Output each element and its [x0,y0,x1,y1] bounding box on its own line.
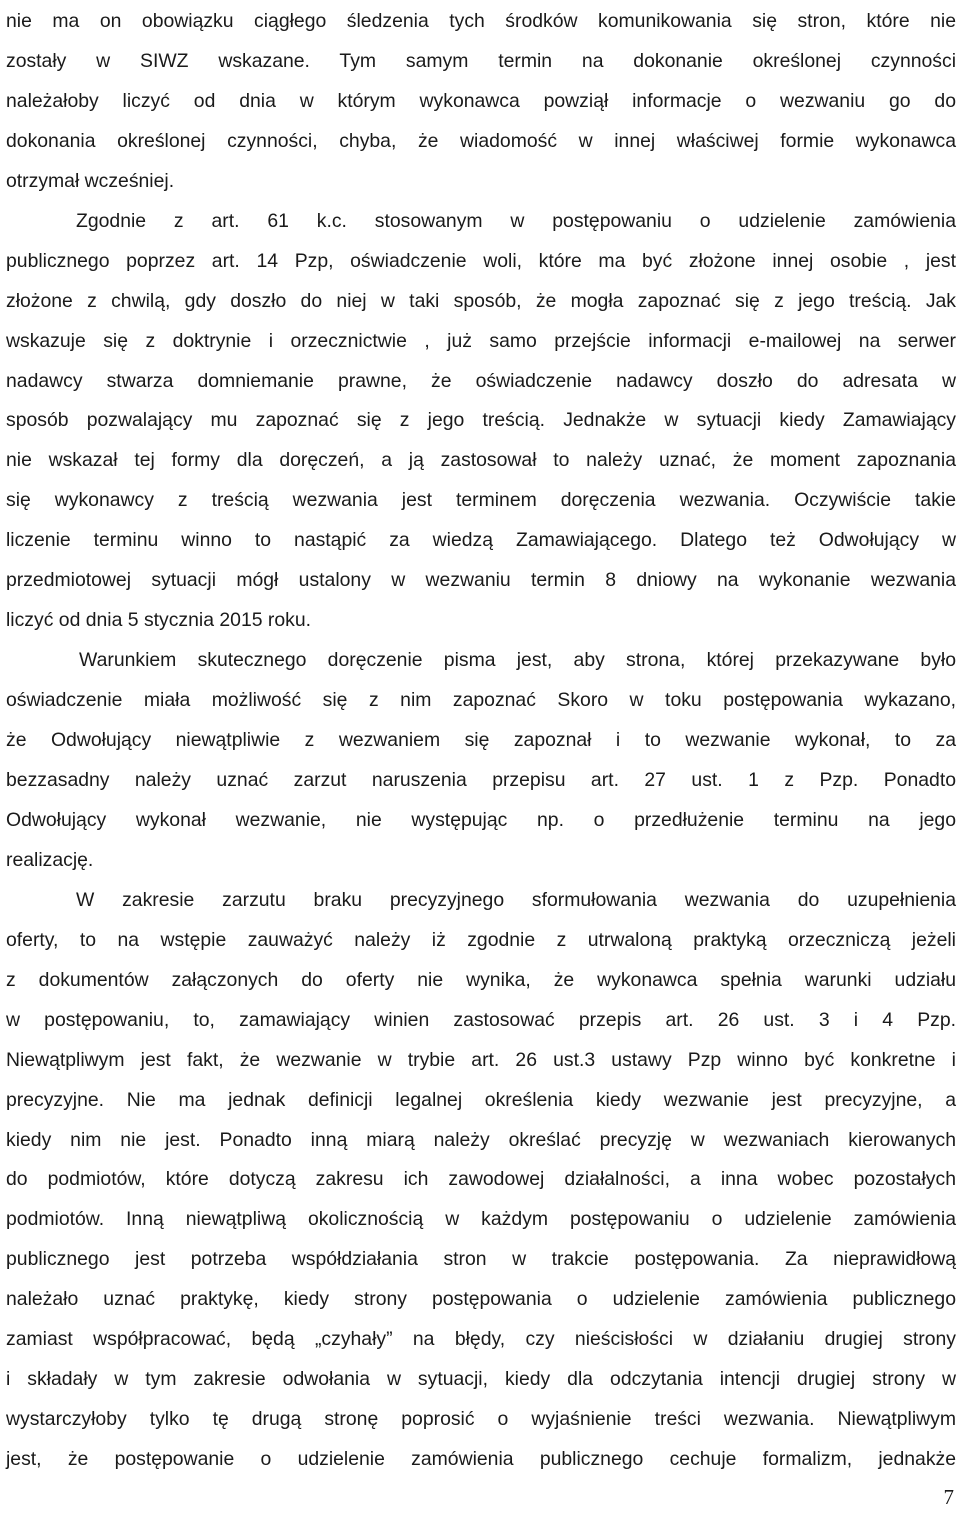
text-line: Niewątpliwym jest fakt, że wezwanie w trybie art. 26 ust.3 ustawy Pzp winno być konkretne i [6,1048,956,1071]
text-line: wskazuje się z doktrynie i orzecznictwie , już samo przejście informacji e-mailowej na serwer [6,329,956,352]
text-line: publicznego jest potrzeba współdziałania stron w trakcie postępowania. Za nieprawidłową [6,1248,956,1271]
text-line: oświadczenie miała możliwość się z nim zapoznać Skoro w toku postępowania wykazano, [6,689,956,712]
text-line: Warunkiem skutecznego doręczenie pisma jest, aby strona, której przekazywane było [79,649,956,672]
text-line: podmiotów. Inną niewątpliwą okolicznością w każdym postępowaniu o udzielenie zamówienia [6,1208,956,1231]
text-line: i składały w tym zakresie odwołania w sytuacji, kiedy dla odczytania intencji drugiej strony w [6,1368,956,1391]
text-line: publicznego poprzez art. 14 Pzp, oświadczenie woli, które ma być złożone innej osobie , jest [6,249,956,272]
text-line: wystarczyłoby tylko tę drugą stronę poprosić o wyjaśnienie treści wezwania. Niewątpliwym [6,1408,956,1431]
text-line: nie wskazał tej formy dla doręczeń, a ją zastosował to należy uznać, że moment zapoznania [6,449,956,472]
text-line: realizację. [6,848,94,871]
text-line: do podmiotów, które dotyczą zakresu ich zawodowej działalności, a inna wobec pozostałych [6,1168,956,1191]
text-line: otrzymał wcześniej. [6,169,175,192]
text-line: z dokumentów załączonych do oferty nie wynika, że wykonawca spełnia warunki udziału [6,968,956,991]
page-number: 7 [943,1485,954,1509]
text-line: nadawcy stwarza domniemanie prawne, że oświadczenie nadawcy doszło do adresata w [6,369,956,392]
text-line: się wykonawcy z treścią wezwania jest terminem doręczenia wezwania. Oczywiście takie [6,489,956,512]
text-line: kiedy nim nie jest. Ponadto inną miarą należy określać precyzję w wezwaniach kierowanych [6,1128,956,1151]
paragraph [6,881,956,1480]
text-line: w postępowaniu, to, zamawiający winien zastosować przepis art. 26 ust. 3 i 4 Pzp. [6,1008,956,1031]
paragraph [6,202,956,641]
text-line: przedmiotowej sytuacji mógł ustalony w wezwaniu termin 8 dniowy na wykonanie wezwania [6,569,956,592]
text-line: należało uznać praktykę, kiedy strony postępowania o udzielenie zamówienia publicznego [6,1288,956,1311]
paragraph [6,641,956,881]
text-line: nie ma on obowiązku ciągłego śledzenia tych środków komunikowania się stron, które nie [6,10,956,32]
text-line: zamiast współpracować, będą „czyhały” na błędy, czy nieścisłości w działaniu drugiej strony [6,1328,956,1351]
text-line: złożone z chwilą, gdy doszło do niej w taki sposób, że mogła zapoznać się z jego treścią. Jak [6,289,956,312]
text-line: zostały w SIWZ wskazane. Tym samym termin na dokonanie określonej czynności [6,49,956,72]
text-line: sposób pozwalający mu zapoznać się z jego treścią. Jednakże w sytuacji kiedy Zamawiający [6,409,956,432]
text-line: precyzyjne. Nie ma jednak definicji legalnej określenia kiedy wezwanie jest precyzyjne, a [6,1088,956,1111]
text-line: oferty, to na wstępie zauważyć należy iż zgodnie z utrwaloną praktyką orzeczniczą jeżeli [6,928,956,951]
text-line: dokonania określonej czynności, chyba, że wiadomość w innej właściwej formie wykonawca [6,129,956,152]
text-line: Zgodnie z art. 61 k.c. stosowanym w postępowaniu o udzielenie zamówienia [76,209,956,232]
text-line: Odwołujący wykonał wezwanie, nie występując np. o przedłużenie terminu na jego [6,808,956,831]
text-line: jest, że postępowanie o udzielenie zamówienia publicznego cechuje formalizm, jednakże [6,1448,956,1471]
text-line: należałoby liczyć od dnia w którym wykonawca powziął informacje o wezwaniu go do [6,89,956,112]
text-line: bezzasadny należy uznać zarzut naruszenia przepisu art. 27 ust. 1 z Pzp. Ponadto [6,769,956,791]
paragraph [6,2,956,202]
text-line: liczyć od dnia 5 stycznia 2015 roku. [6,609,312,632]
text-line: że Odwołujący niewątpliwie z wezwaniem się zapoznał i to wezwanie wykonał, to za [6,729,956,752]
text-line: W zakresie zarzutu braku precyzyjnego sformułowania wezwania do uzupełnienia [76,888,956,911]
text-line: liczenie terminu winno to nastąpić za wiedzą Zamawiającego. Dlatego też Odwołujący w [6,529,956,552]
